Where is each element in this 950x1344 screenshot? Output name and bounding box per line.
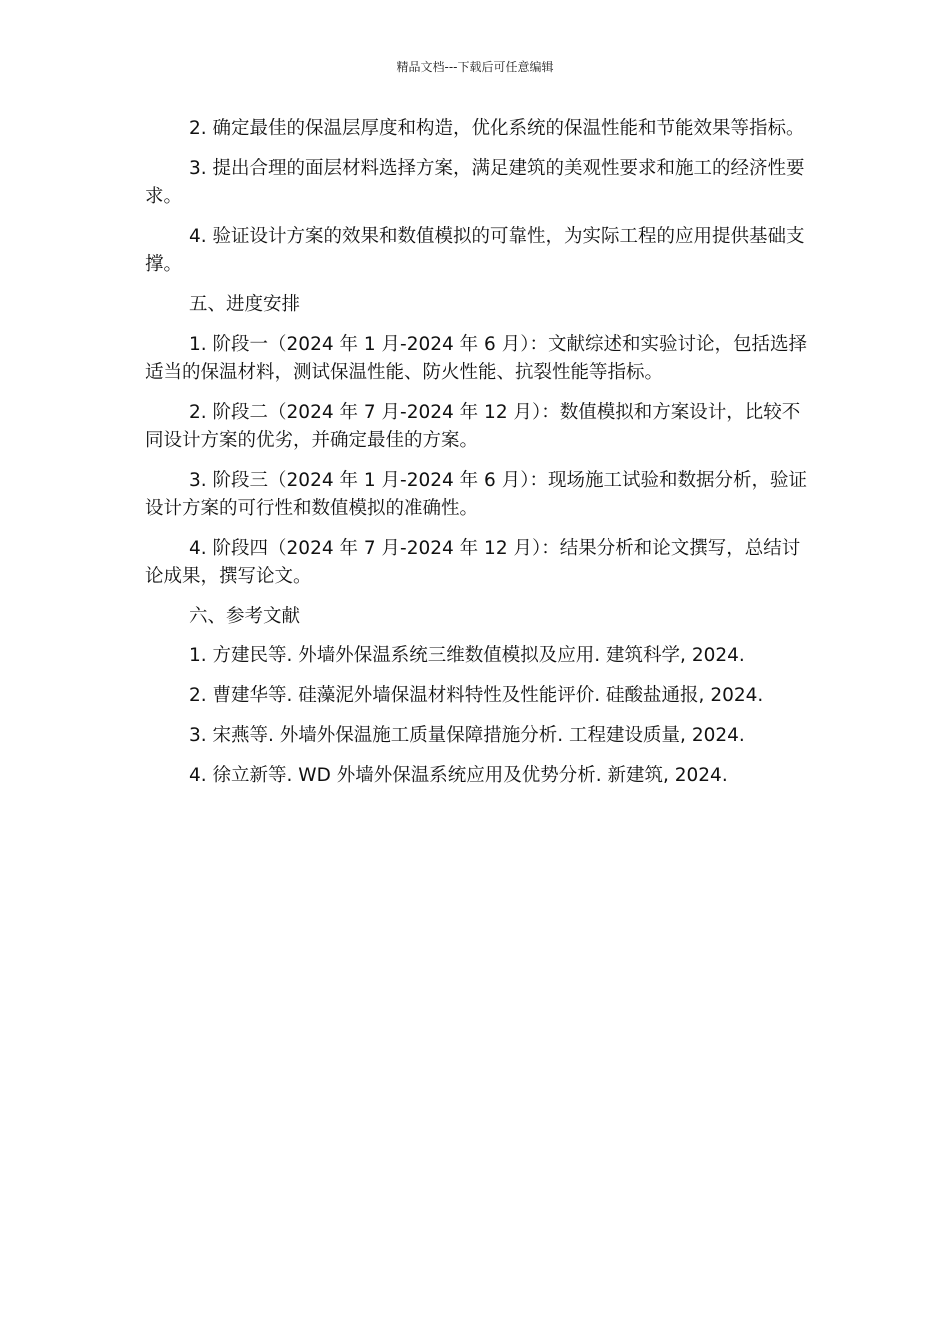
document-body	[145, 115, 810, 803]
objective-item: 2. 确定最佳的保温层厚度和构造，优化系统的保温性能和节能效果等指标。	[189, 118, 805, 139]
reference-item: 3. 宋燕等. 外墙外保温施工质量保障措施分析. 工程建设质量, 2024.	[189, 725, 745, 746]
objective-item: 4. 验证设计方案的效果和数值模拟的可靠性，为实际工程的应用提供基础支撑。	[145, 226, 805, 275]
reference-item: 1. 方建民等. 外墙外保温系统三维数值模拟及应用. 建筑科学, 2024.	[189, 645, 745, 666]
reference-item: 2. 曹建华等. 硅藻泥外墙保温材料特性及性能评价. 硅酸盐通报, 2024.	[189, 685, 764, 706]
schedule-item: 1. 阶段一（2024 年 1 月-2024 年 6 月）：文献综述和实验讨论，包括选择适当的保温材料，测试保温性能、防火性能、抗裂性能等指标。	[145, 334, 807, 383]
schedule-item: 4. 阶段四（2024 年 7 月-2024 年 12 月）：结果分析和论文撰写，总结讨论成果，撰写论文。	[145, 538, 801, 587]
reference-item: 4. 徐立新等. WD 外墙外保温系统应用及优势分析. 新建筑, 2024.	[189, 765, 728, 786]
schedule-item: 3. 阶段三（2024 年 1 月-2024 年 6 月）：现场施工试验和数据分析，验证设计方案的可行性和数值模拟的准确性。	[145, 470, 807, 519]
section-heading-schedule: 五、进度安排	[189, 294, 301, 315]
objective-item: 3. 提出合理的面层材料选择方案，满足建筑的美观性要求和施工的经济性要求。	[145, 158, 805, 207]
schedule-item: 2. 阶段二（2024 年 7 月-2024 年 12 月）：数值模拟和方案设计，比较不同设计方案的优劣，并确定最佳的方案。	[145, 402, 801, 451]
section-heading-references: 六、参考文献	[189, 606, 301, 627]
page-header: 精品文档---下载后可任意编辑	[396, 60, 554, 74]
